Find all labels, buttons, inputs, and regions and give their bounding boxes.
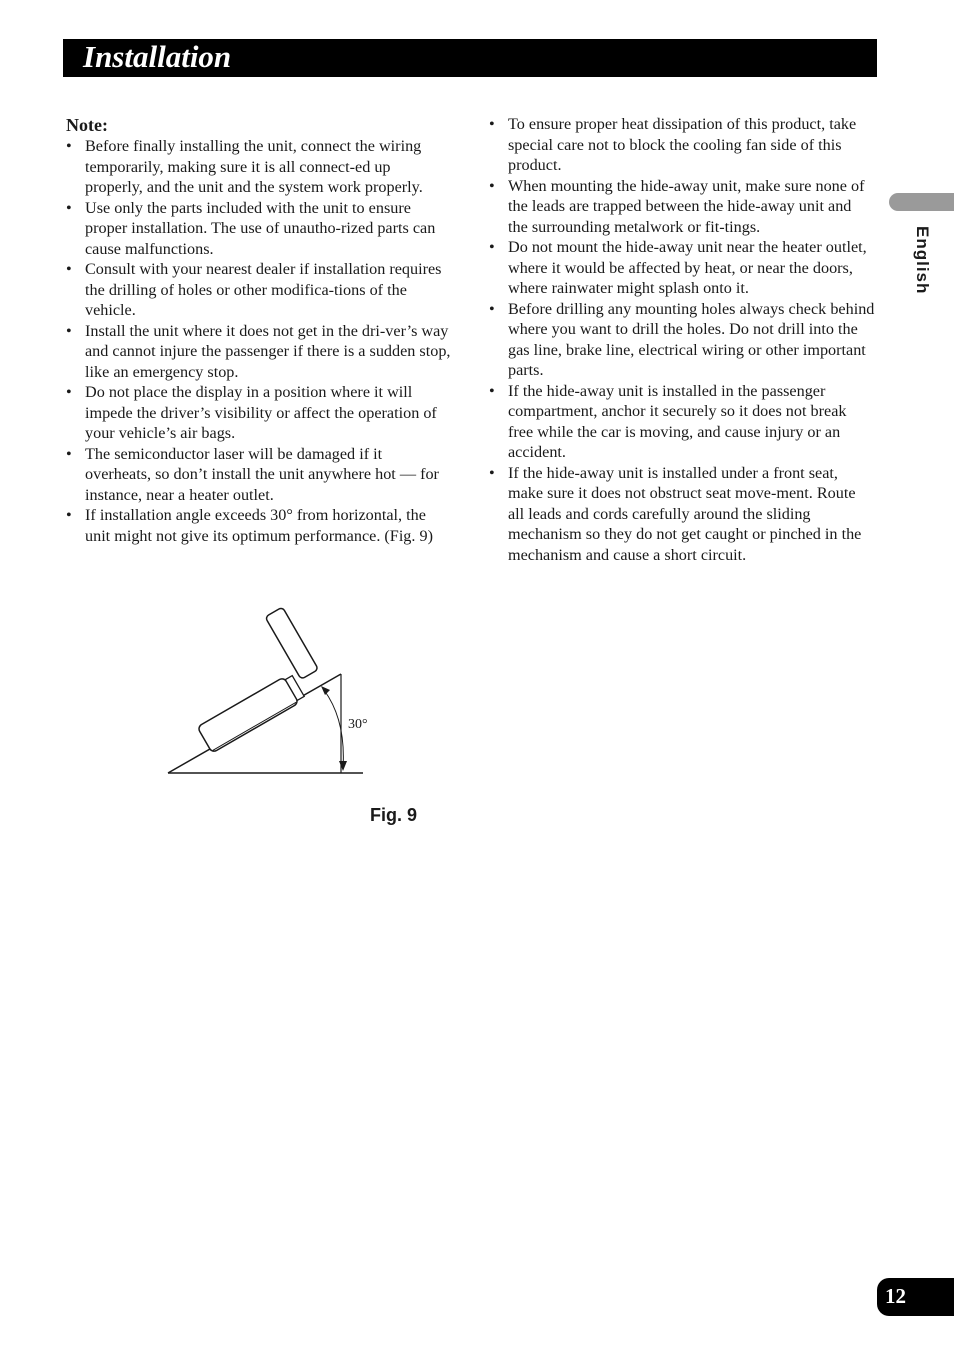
note-list [66, 136, 451, 546]
installation-angle-diagram [160, 600, 390, 785]
note-item: • Install the unit where it does not get in the dri-ver’s way and cannot injure the passenger if there is a sudden stop, like an emergency stop. [66, 321, 451, 383]
caution-item: • Do not mount the hide-away unit near the heater outlet, where it would be affected by heat, or near the doors, where rainwater might splash onto it. [489, 237, 875, 299]
language-tab-marker [889, 193, 954, 211]
note-item: • Do not place the display in a position where it will impede the driver’s visibility or affect the operation of your vehicle’s air bags. [66, 382, 451, 444]
right-column [489, 114, 875, 565]
arc-arrowhead-bottom [339, 761, 347, 771]
caution-item: • Before drilling any mounting holes always check behind where you want to drill the holes. Do not drill into the gas line, brake line, electrical wiring or other important parts. [489, 299, 875, 381]
note-heading: Note: [66, 115, 108, 135]
page-number-box [877, 1278, 954, 1316]
note-item: • If installation angle exceeds 30° from horizontal, the unit might not give its optimum performance. (Fig. 9) [66, 505, 451, 546]
left-column [66, 114, 451, 546]
page-number: 12 [885, 1284, 906, 1308]
caution-item: • When mounting the hide-away unit, make sure none of the leads are trapped between the hide-away unit and the surrounding metalwork or fit-tings. [489, 176, 875, 238]
arc-arrowhead-top [321, 686, 330, 695]
note-item: • Use only the parts included with the unit to ensure proper installation. The use of unautho-rized parts can cause malfunctions. [66, 198, 451, 260]
angle-label: 30° [348, 717, 368, 732]
caution-list [489, 114, 875, 565]
note-item: • The semiconductor laser will be damaged if it overheats, so don’t install the unit anywhere hot — for instance, near a heater outlet. [66, 444, 451, 506]
caution-item: • If the hide-away unit is installed in the passenger compartment, anchor it securely so it does not break free while the car is moving, and cause injury or an accident. [489, 381, 875, 463]
display-panel [265, 607, 318, 679]
caution-item: • To ensure proper heat dissipation of this product, take special care not to block the cooling fan side of this product. [489, 114, 875, 176]
head-unit-body [197, 673, 306, 753]
note-item: • Before finally installing the unit, connect the wiring temporarily, making sure it is all connect-ed up properly, and the unit and the system work properly. [66, 136, 451, 198]
caution-item: • If the hide-away unit is installed under a front seat, make sure it does not obstruct seat move-ment. Route all leads and cords carefully around the sliding mechanism so they do not get caught or pinched in the mechanism and cause a short circuit. [489, 463, 875, 566]
language-label: English [913, 226, 932, 295]
header-bar [63, 39, 877, 77]
note-item: • Consult with your nearest dealer if installation requires the drilling of holes or other modifica-tions of the vehicle. [66, 259, 451, 321]
page-title: Installation [83, 39, 232, 74]
figure-caption: Fig. 9 [370, 805, 418, 825]
